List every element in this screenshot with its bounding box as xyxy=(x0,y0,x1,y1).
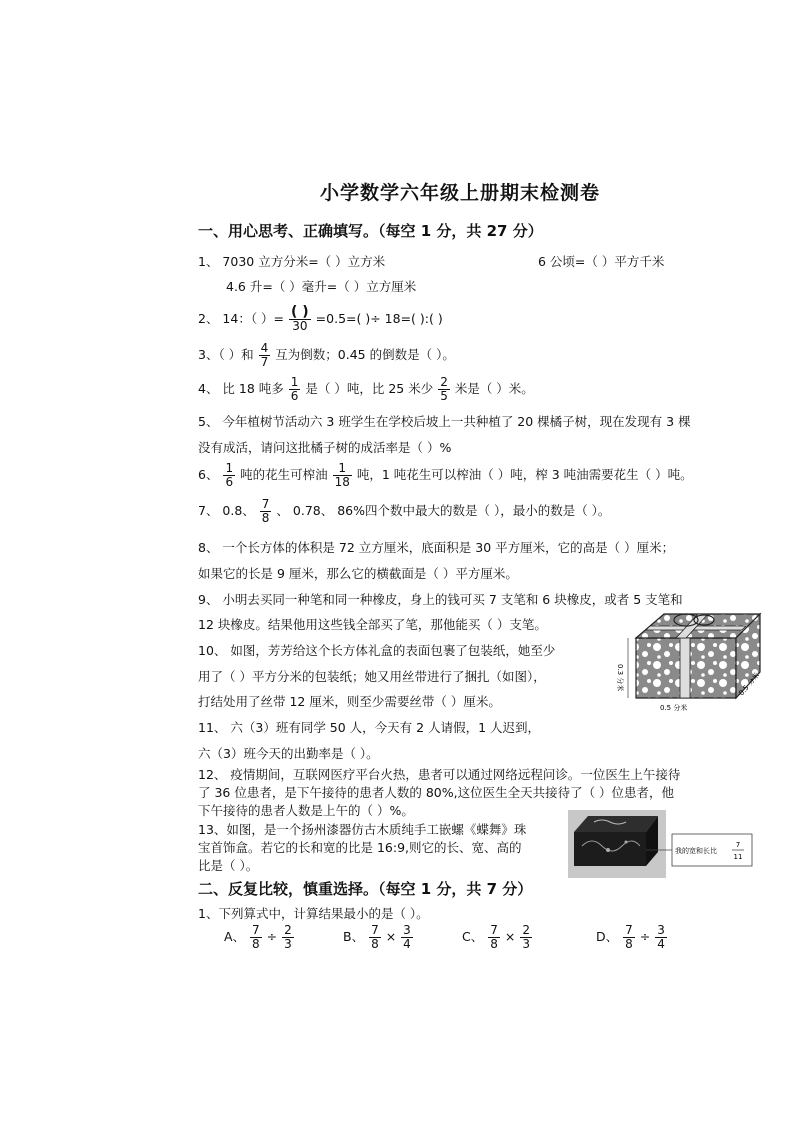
question-3-post: 互为倒数；0.45 的倒数是（ ）。 xyxy=(275,347,455,362)
gift-box-figure xyxy=(608,606,768,716)
fraction-denominator: 3 xyxy=(522,937,530,951)
blank-paren: ( ) xyxy=(291,304,309,320)
question-4-fraction-2 xyxy=(438,376,450,403)
option-c-fraction-1 xyxy=(488,924,500,951)
fraction-numerator: 3 xyxy=(403,923,411,937)
option-c-operator: × xyxy=(504,929,516,944)
question-4-pre: 4、 比 18 吨多 xyxy=(198,381,284,396)
question-2-pre: 2、 14：（ ）= xyxy=(198,311,285,326)
question-13c: 比是（ ）。 xyxy=(198,858,259,873)
question-11b: 六（3）班今天的出勤率是（ ）。 xyxy=(198,746,379,761)
question-12b: 了 36 位患者，是下午接待的患者人数的 80%,这位医生全天共接待了（ ）位患者，他 xyxy=(198,785,675,800)
question-12a: 12、 疫情期间，互联网医疗平台火热，患者可以通过网络远程问诊。一位医生上午接待 xyxy=(198,767,681,782)
question-2 xyxy=(198,304,443,334)
question-10a: 10、 如图，芳芳给这个长方体礼盒的表面包裹了包装纸，她至少 xyxy=(198,643,556,658)
question-3-fraction xyxy=(259,342,271,369)
option-a[interactable] xyxy=(224,924,295,951)
case-caption-numerator: 7 xyxy=(735,841,741,849)
question-5b: 没有成活，请问这批橘子树的成活率是（ ）% xyxy=(198,440,452,455)
fraction-denominator: 7 xyxy=(260,355,269,369)
question-3-pre: 3、（ ）和 xyxy=(198,347,254,362)
option-c-fraction-2 xyxy=(520,924,532,951)
question-3 xyxy=(198,340,455,370)
option-d-operator: ÷ xyxy=(639,929,651,944)
question-4-fraction-1 xyxy=(289,376,301,403)
fraction-denominator: 8 xyxy=(625,937,633,951)
option-a-fraction-2 xyxy=(282,924,294,951)
gift-label-depth: 0.5 分米 xyxy=(737,671,762,698)
fraction-numerator: 2 xyxy=(284,923,292,937)
option-b-operator: × xyxy=(385,929,397,944)
option-b[interactable] xyxy=(343,924,414,951)
question-8a: 8、 一个长方体的体积是 72 立方厘米，底面积是 30 平方厘米，它的高是（ ）厘米； xyxy=(198,540,675,555)
fraction-numerator: 1 xyxy=(333,462,352,476)
fraction-numerator: 2 xyxy=(522,923,530,937)
option-a-letter: A、 xyxy=(224,929,246,944)
question-6-fraction-2 xyxy=(333,462,352,489)
section-2-question-1: 1、下列算式中，计算结果最小的是（ ）。 xyxy=(198,906,429,921)
question-6-fraction-1 xyxy=(223,462,235,489)
fraction-numerator: 2 xyxy=(440,375,448,389)
fraction-numerator: 7 xyxy=(490,923,498,937)
option-d-fraction-1 xyxy=(623,924,635,951)
fraction-numerator: 1 xyxy=(225,461,234,475)
question-2-post: =0.5=( )÷ 18=( ):( ) xyxy=(315,311,443,326)
question-2-fraction xyxy=(289,306,311,333)
option-d-fraction-2 xyxy=(655,924,667,951)
section-1-heading: 一、用心思考、正确填写。（每空 1 分，共 27 分） xyxy=(198,222,543,240)
option-a-operator: ÷ xyxy=(266,929,278,944)
question-8b: 如果它的长是 9 厘米，那么它的横截面是（ ）平方厘米。 xyxy=(198,566,518,581)
question-1a: 1、 7030 立方分米=（ ）立方米 xyxy=(198,254,386,269)
question-4-mid: 是（ ）吨，比 25 米少 xyxy=(305,381,434,396)
fraction-numerator: 1 xyxy=(290,375,299,389)
option-a-fraction-1 xyxy=(250,924,262,951)
option-c-letter: C、 xyxy=(462,929,484,944)
question-7 xyxy=(198,496,610,526)
option-b-fraction-2 xyxy=(401,924,413,951)
fraction-denominator: 8 xyxy=(371,937,379,951)
question-1c: 4.6 升=（ ）毫升=（ ）立方厘米 xyxy=(226,279,417,294)
question-4 xyxy=(198,374,534,404)
option-d[interactable] xyxy=(596,924,668,951)
question-7-fraction xyxy=(260,498,272,525)
question-7-pre: 7、 0.8、 xyxy=(198,503,255,518)
question-6 xyxy=(198,460,693,490)
question-12c: 下午接待的患者人数是上午的（ ）%。 xyxy=(198,803,414,818)
fraction-denominator: 4 xyxy=(403,937,411,951)
question-11a: 11、 六（3）班有同学 50 人，今天有 2 人请假，1 人迟到， xyxy=(198,720,541,735)
question-6-pre: 6、 xyxy=(198,467,219,482)
question-10c: 打结处用了丝带 12 厘米，则至少需要丝带（ ）厘米。 xyxy=(198,694,501,709)
option-b-fraction-1 xyxy=(369,924,381,951)
section-2-heading: 二、反复比较，慎重选择。（每空 1 分，共 7 分） xyxy=(198,880,533,898)
question-13b: 宝首饰盒。若它的长和宽的比是 16:9,则它的长、宽、高的 xyxy=(198,840,522,855)
option-c[interactable] xyxy=(462,924,533,951)
question-9a: 9、 小明去买同一种笔和同一种橡皮，身上的钱可买 7 支笔和 6 块橡皮，或者 5 支笔和 xyxy=(198,592,683,607)
page-title: 小学数学六年级上册期末检测卷 xyxy=(320,182,601,204)
question-7-post: 、 0.78、 86%四个数中最大的数是（ ），最小的数是（ ）。 xyxy=(276,503,611,518)
question-1b: 6 公顷=（ ）平方千米 xyxy=(538,254,665,269)
case-caption: 我的宽和长比 xyxy=(675,847,717,855)
case-caption-denominator: 11 xyxy=(733,853,743,861)
question-9b: 12 块橡皮。结果他用这些钱全部买了笔，那他能买（ ）支笔。 xyxy=(198,617,547,632)
question-13a: 13、如图，是一个扬州漆器仿古木质纯手工嵌螺《蝶舞》珠 xyxy=(198,822,527,837)
fraction-denominator: 6 xyxy=(225,475,234,489)
question-10b: 用了（ ）平方分米的包装纸；她又用丝带进行了捆扎（如图）， xyxy=(198,669,546,684)
gift-label-height: 0.3 分米 xyxy=(616,664,624,692)
jewelry-box-figure xyxy=(568,810,756,878)
option-b-letter: B、 xyxy=(343,929,365,944)
fraction-denominator: 4 xyxy=(657,937,665,951)
fraction-denominator: 6 xyxy=(290,389,299,403)
fraction-denominator: 3 xyxy=(284,937,292,951)
fraction-denominator: 8 xyxy=(490,937,498,951)
fraction-numerator: 7 xyxy=(252,923,260,937)
fraction-numerator: 7 xyxy=(625,923,633,937)
fraction-denominator: 8 xyxy=(261,511,270,525)
fraction-numerator: 7 xyxy=(261,497,270,511)
question-6-post: 吨，1 吨花生可以榨油（ ）吨，榨 3 吨油需要花生（ ）吨。 xyxy=(356,467,693,482)
fraction-numerator: 7 xyxy=(371,923,379,937)
fraction-numerator: 3 xyxy=(657,923,665,937)
fraction-denominator: 30 xyxy=(292,319,308,333)
fraction-denominator: 18 xyxy=(334,475,350,489)
option-d-letter: D、 xyxy=(596,929,619,944)
question-5a: 5、 今年植树节活动六 3 班学生在学校后坡上一共种植了 20 棵橘子树，现在发现有 3 棵 xyxy=(198,414,691,429)
question-4-post: 米是（ ）米。 xyxy=(454,381,534,396)
gift-label-width: 0.5 分米 xyxy=(660,704,688,712)
fraction-denominator: 8 xyxy=(252,937,260,951)
fraction-numerator: 4 xyxy=(260,341,269,355)
fraction-denominator: 5 xyxy=(440,389,448,403)
question-6-mid: 吨的花生可榨油 xyxy=(240,467,328,482)
